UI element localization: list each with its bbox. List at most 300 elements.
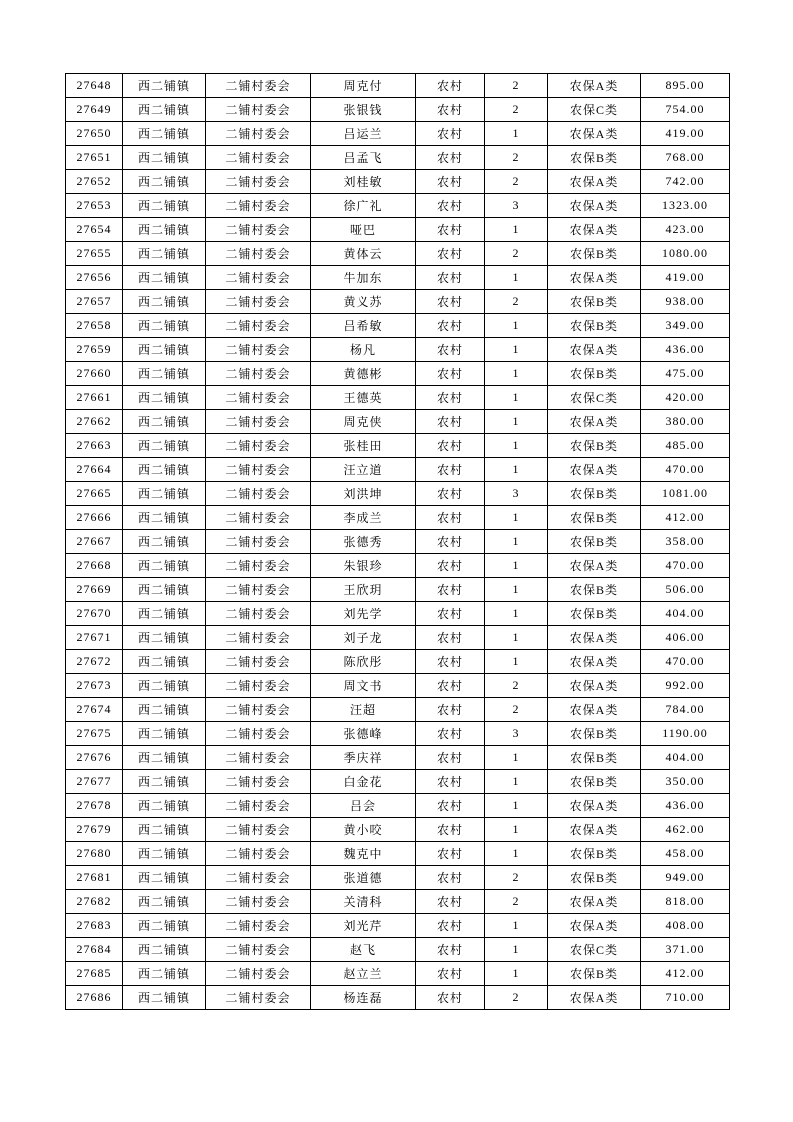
- cell-name: 杨凡: [311, 338, 416, 362]
- cell-town: 西二铺镇: [123, 290, 206, 314]
- cell-category: 农保B类: [548, 506, 641, 530]
- cell-town: 西二铺镇: [123, 794, 206, 818]
- table-row: [66, 914, 730, 938]
- cell-name: 汪立道: [311, 458, 416, 482]
- benefits-table: [65, 73, 730, 1010]
- cell-type: 农村: [416, 914, 485, 938]
- cell-town: 西二铺镇: [123, 338, 206, 362]
- table-row: [66, 194, 730, 218]
- cell-type: 农村: [416, 98, 485, 122]
- cell-type: 农村: [416, 866, 485, 890]
- table-row: [66, 434, 730, 458]
- cell-category: 农保C类: [548, 386, 641, 410]
- cell-amount: 408.00: [641, 914, 730, 938]
- cell-type: 农村: [416, 962, 485, 986]
- cell-amount: 818.00: [641, 890, 730, 914]
- cell-count: 1: [485, 602, 548, 626]
- cell-name: 刘桂敏: [311, 170, 416, 194]
- table-row: [66, 410, 730, 434]
- cell-category: 农保A类: [548, 794, 641, 818]
- cell-type: 农村: [416, 578, 485, 602]
- cell-town: 西二铺镇: [123, 482, 206, 506]
- cell-id: 27660: [66, 362, 123, 386]
- cell-name: 张德峰: [311, 722, 416, 746]
- cell-amount: 754.00: [641, 98, 730, 122]
- cell-category: 农保B类: [548, 242, 641, 266]
- cell-name: 张银钱: [311, 98, 416, 122]
- cell-type: 农村: [416, 338, 485, 362]
- cell-name: 魏克中: [311, 842, 416, 866]
- cell-type: 农村: [416, 170, 485, 194]
- cell-category: 农保A类: [548, 554, 641, 578]
- cell-name: 刘先学: [311, 602, 416, 626]
- cell-amount: 742.00: [641, 170, 730, 194]
- cell-type: 农村: [416, 554, 485, 578]
- cell-amount: 1323.00: [641, 194, 730, 218]
- cell-count: 2: [485, 866, 548, 890]
- table-row: [66, 890, 730, 914]
- document-page: [65, 73, 730, 1010]
- cell-name: 赵立兰: [311, 962, 416, 986]
- cell-type: 农村: [416, 842, 485, 866]
- cell-category: 农保B类: [548, 314, 641, 338]
- cell-count: 2: [485, 242, 548, 266]
- cell-name: 周克侠: [311, 410, 416, 434]
- cell-amount: 784.00: [641, 698, 730, 722]
- cell-village: 二铺村委会: [206, 290, 311, 314]
- cell-amount: 470.00: [641, 650, 730, 674]
- cell-amount: 938.00: [641, 290, 730, 314]
- cell-amount: 350.00: [641, 770, 730, 794]
- cell-name: 黄德彬: [311, 362, 416, 386]
- cell-amount: 475.00: [641, 362, 730, 386]
- cell-category: 农保B类: [548, 746, 641, 770]
- cell-name: 吕孟飞: [311, 146, 416, 170]
- cell-count: 2: [485, 146, 548, 170]
- cell-amount: 406.00: [641, 626, 730, 650]
- cell-village: 二铺村委会: [206, 842, 311, 866]
- cell-amount: 404.00: [641, 746, 730, 770]
- cell-id: 27669: [66, 578, 123, 602]
- cell-village: 二铺村委会: [206, 722, 311, 746]
- cell-type: 农村: [416, 626, 485, 650]
- cell-id: 27659: [66, 338, 123, 362]
- cell-count: 2: [485, 170, 548, 194]
- cell-type: 农村: [416, 74, 485, 98]
- cell-count: 2: [485, 698, 548, 722]
- cell-village: 二铺村委会: [206, 578, 311, 602]
- table-row: [66, 290, 730, 314]
- cell-name: 杨连磊: [311, 986, 416, 1010]
- cell-name: 刘洪坤: [311, 482, 416, 506]
- cell-category: 农保B类: [548, 578, 641, 602]
- cell-name: 张桂田: [311, 434, 416, 458]
- cell-name: 哑巴: [311, 218, 416, 242]
- cell-type: 农村: [416, 266, 485, 290]
- cell-count: 1: [485, 794, 548, 818]
- cell-amount: 419.00: [641, 122, 730, 146]
- cell-type: 农村: [416, 722, 485, 746]
- cell-id: 27682: [66, 890, 123, 914]
- table-row: [66, 362, 730, 386]
- cell-count: 1: [485, 818, 548, 842]
- table-row: [66, 74, 730, 98]
- cell-count: 1: [485, 626, 548, 650]
- cell-town: 西二铺镇: [123, 554, 206, 578]
- table-row: [66, 122, 730, 146]
- cell-type: 农村: [416, 122, 485, 146]
- cell-village: 二铺村委会: [206, 890, 311, 914]
- cell-town: 西二铺镇: [123, 650, 206, 674]
- cell-count: 1: [485, 506, 548, 530]
- cell-count: 1: [485, 578, 548, 602]
- cell-town: 西二铺镇: [123, 578, 206, 602]
- cell-id: 27670: [66, 602, 123, 626]
- cell-town: 西二铺镇: [123, 122, 206, 146]
- cell-type: 农村: [416, 218, 485, 242]
- cell-count: 1: [485, 650, 548, 674]
- cell-name: 汪超: [311, 698, 416, 722]
- cell-amount: 949.00: [641, 866, 730, 890]
- cell-category: 农保A类: [548, 410, 641, 434]
- cell-id: 27666: [66, 506, 123, 530]
- cell-name: 吕希敏: [311, 314, 416, 338]
- cell-name: 王德英: [311, 386, 416, 410]
- table-row: [66, 938, 730, 962]
- table-row: [66, 98, 730, 122]
- cell-name: 赵飞: [311, 938, 416, 962]
- cell-name: 周文书: [311, 674, 416, 698]
- cell-id: 27676: [66, 746, 123, 770]
- cell-id: 27658: [66, 314, 123, 338]
- cell-name: 陈欣彤: [311, 650, 416, 674]
- table-row: [66, 506, 730, 530]
- cell-category: 农保B类: [548, 362, 641, 386]
- cell-town: 西二铺镇: [123, 914, 206, 938]
- cell-category: 农保A类: [548, 194, 641, 218]
- table-row: [66, 218, 730, 242]
- cell-name: 吕运兰: [311, 122, 416, 146]
- table-row: [66, 986, 730, 1010]
- cell-town: 西二铺镇: [123, 770, 206, 794]
- cell-category: 农保A类: [548, 458, 641, 482]
- table-row: [66, 770, 730, 794]
- cell-town: 西二铺镇: [123, 530, 206, 554]
- table-row: [66, 818, 730, 842]
- cell-name: 朱银珍: [311, 554, 416, 578]
- cell-type: 农村: [416, 434, 485, 458]
- cell-id: 27656: [66, 266, 123, 290]
- table-row: [66, 578, 730, 602]
- cell-village: 二铺村委会: [206, 626, 311, 650]
- table-row: [66, 698, 730, 722]
- cell-category: 农保A类: [548, 170, 641, 194]
- cell-village: 二铺村委会: [206, 362, 311, 386]
- cell-category: 农保B类: [548, 482, 641, 506]
- table-row: [66, 602, 730, 626]
- cell-name: 黄义苏: [311, 290, 416, 314]
- cell-village: 二铺村委会: [206, 530, 311, 554]
- cell-town: 西二铺镇: [123, 98, 206, 122]
- table-row: [66, 482, 730, 506]
- cell-id: 27664: [66, 458, 123, 482]
- table-row: [66, 842, 730, 866]
- cell-name: 王欣玥: [311, 578, 416, 602]
- cell-category: 农保A类: [548, 986, 641, 1010]
- cell-id: 27672: [66, 650, 123, 674]
- table-row: [66, 170, 730, 194]
- cell-amount: 358.00: [641, 530, 730, 554]
- cell-name: 刘光芹: [311, 914, 416, 938]
- cell-amount: 462.00: [641, 818, 730, 842]
- cell-count: 1: [485, 338, 548, 362]
- cell-count: 1: [485, 458, 548, 482]
- cell-village: 二铺村委会: [206, 794, 311, 818]
- table-row: [66, 338, 730, 362]
- cell-town: 西二铺镇: [123, 890, 206, 914]
- cell-count: 1: [485, 362, 548, 386]
- cell-amount: 710.00: [641, 986, 730, 1010]
- cell-village: 二铺村委会: [206, 458, 311, 482]
- cell-amount: 436.00: [641, 338, 730, 362]
- cell-category: 农保C类: [548, 938, 641, 962]
- cell-category: 农保B类: [548, 530, 641, 554]
- cell-name: 徐广礼: [311, 194, 416, 218]
- cell-village: 二铺村委会: [206, 866, 311, 890]
- cell-type: 农村: [416, 386, 485, 410]
- cell-amount: 1081.00: [641, 482, 730, 506]
- table-row: [66, 722, 730, 746]
- cell-id: 27684: [66, 938, 123, 962]
- cell-village: 二铺村委会: [206, 650, 311, 674]
- cell-id: 27679: [66, 818, 123, 842]
- cell-amount: 380.00: [641, 410, 730, 434]
- cell-type: 农村: [416, 602, 485, 626]
- cell-town: 西二铺镇: [123, 410, 206, 434]
- cell-id: 27673: [66, 674, 123, 698]
- cell-count: 1: [485, 770, 548, 794]
- table-row: [66, 146, 730, 170]
- table-row: [66, 530, 730, 554]
- cell-id: 27661: [66, 386, 123, 410]
- table-row: [66, 866, 730, 890]
- cell-town: 西二铺镇: [123, 146, 206, 170]
- cell-category: 农保A类: [548, 122, 641, 146]
- cell-village: 二铺村委会: [206, 122, 311, 146]
- cell-id: 27677: [66, 770, 123, 794]
- cell-id: 27681: [66, 866, 123, 890]
- cell-id: 27683: [66, 914, 123, 938]
- cell-town: 西二铺镇: [123, 74, 206, 98]
- cell-amount: 436.00: [641, 794, 730, 818]
- cell-town: 西二铺镇: [123, 386, 206, 410]
- cell-category: 农保A类: [548, 698, 641, 722]
- cell-amount: 412.00: [641, 962, 730, 986]
- cell-type: 农村: [416, 890, 485, 914]
- table-row: [66, 266, 730, 290]
- cell-id: 27680: [66, 842, 123, 866]
- cell-category: 农保B类: [548, 842, 641, 866]
- cell-town: 西二铺镇: [123, 266, 206, 290]
- cell-category: 农保B类: [548, 722, 641, 746]
- cell-name: 黄小咬: [311, 818, 416, 842]
- cell-town: 西二铺镇: [123, 170, 206, 194]
- cell-town: 西二铺镇: [123, 866, 206, 890]
- cell-type: 农村: [416, 290, 485, 314]
- cell-id: 27685: [66, 962, 123, 986]
- benefits-table-body: [66, 74, 730, 1010]
- cell-name: 季庆祥: [311, 746, 416, 770]
- cell-town: 西二铺镇: [123, 842, 206, 866]
- cell-category: 农保B类: [548, 602, 641, 626]
- cell-id: 27649: [66, 98, 123, 122]
- cell-count: 2: [485, 290, 548, 314]
- cell-id: 27648: [66, 74, 123, 98]
- cell-id: 27653: [66, 194, 123, 218]
- cell-town: 西二铺镇: [123, 698, 206, 722]
- cell-amount: 992.00: [641, 674, 730, 698]
- cell-count: 2: [485, 890, 548, 914]
- cell-name: 李成兰: [311, 506, 416, 530]
- cell-amount: 470.00: [641, 458, 730, 482]
- cell-id: 27652: [66, 170, 123, 194]
- cell-category: 农保A类: [548, 626, 641, 650]
- cell-count: 1: [485, 746, 548, 770]
- cell-village: 二铺村委会: [206, 482, 311, 506]
- cell-amount: 895.00: [641, 74, 730, 98]
- cell-village: 二铺村委会: [206, 434, 311, 458]
- cell-id: 27674: [66, 698, 123, 722]
- table-row: [66, 554, 730, 578]
- cell-type: 农村: [416, 794, 485, 818]
- cell-category: 农保A类: [548, 818, 641, 842]
- cell-category: 农保B类: [548, 770, 641, 794]
- cell-count: 1: [485, 386, 548, 410]
- cell-name: 张德秀: [311, 530, 416, 554]
- cell-type: 农村: [416, 698, 485, 722]
- cell-village: 二铺村委会: [206, 386, 311, 410]
- cell-village: 二铺村委会: [206, 674, 311, 698]
- cell-category: 农保A类: [548, 650, 641, 674]
- cell-village: 二铺村委会: [206, 146, 311, 170]
- cell-town: 西二铺镇: [123, 818, 206, 842]
- cell-type: 农村: [416, 194, 485, 218]
- cell-name: 关清科: [311, 890, 416, 914]
- cell-id: 27667: [66, 530, 123, 554]
- cell-village: 二铺村委会: [206, 74, 311, 98]
- cell-village: 二铺村委会: [206, 266, 311, 290]
- table-row: [66, 386, 730, 410]
- cell-amount: 423.00: [641, 218, 730, 242]
- cell-amount: 349.00: [641, 314, 730, 338]
- cell-type: 农村: [416, 650, 485, 674]
- cell-id: 27655: [66, 242, 123, 266]
- table-row: [66, 458, 730, 482]
- cell-town: 西二铺镇: [123, 218, 206, 242]
- cell-town: 西二铺镇: [123, 194, 206, 218]
- cell-type: 农村: [416, 674, 485, 698]
- cell-count: 1: [485, 218, 548, 242]
- cell-amount: 412.00: [641, 506, 730, 530]
- cell-count: 1: [485, 554, 548, 578]
- cell-name: 吕会: [311, 794, 416, 818]
- cell-village: 二铺村委会: [206, 98, 311, 122]
- cell-town: 西二铺镇: [123, 362, 206, 386]
- cell-amount: 420.00: [641, 386, 730, 410]
- cell-type: 农村: [416, 410, 485, 434]
- cell-count: 3: [485, 722, 548, 746]
- cell-count: 3: [485, 194, 548, 218]
- cell-name: 周克付: [311, 74, 416, 98]
- cell-village: 二铺村委会: [206, 314, 311, 338]
- cell-category: 农保C类: [548, 98, 641, 122]
- cell-amount: 1190.00: [641, 722, 730, 746]
- cell-count: 1: [485, 266, 548, 290]
- cell-count: 2: [485, 674, 548, 698]
- cell-category: 农保A类: [548, 218, 641, 242]
- table-row: [66, 962, 730, 986]
- table-row: [66, 242, 730, 266]
- cell-village: 二铺村委会: [206, 410, 311, 434]
- cell-id: 27662: [66, 410, 123, 434]
- cell-village: 二铺村委会: [206, 554, 311, 578]
- cell-town: 西二铺镇: [123, 962, 206, 986]
- cell-village: 二铺村委会: [206, 698, 311, 722]
- cell-category: 农保B类: [548, 962, 641, 986]
- cell-count: 1: [485, 962, 548, 986]
- cell-village: 二铺村委会: [206, 818, 311, 842]
- cell-category: 农保A类: [548, 266, 641, 290]
- cell-amount: 485.00: [641, 434, 730, 458]
- cell-amount: 419.00: [641, 266, 730, 290]
- cell-category: 农保A类: [548, 674, 641, 698]
- cell-count: 3: [485, 482, 548, 506]
- cell-amount: 1080.00: [641, 242, 730, 266]
- cell-amount: 458.00: [641, 842, 730, 866]
- cell-category: 农保A类: [548, 914, 641, 938]
- cell-count: 1: [485, 314, 548, 338]
- table-row: [66, 314, 730, 338]
- cell-count: 2: [485, 98, 548, 122]
- cell-category: 农保A类: [548, 74, 641, 98]
- cell-town: 西二铺镇: [123, 458, 206, 482]
- cell-id: 27678: [66, 794, 123, 818]
- cell-village: 二铺村委会: [206, 506, 311, 530]
- cell-category: 农保A类: [548, 890, 641, 914]
- table-row: [66, 746, 730, 770]
- cell-type: 农村: [416, 986, 485, 1010]
- cell-type: 农村: [416, 146, 485, 170]
- cell-count: 1: [485, 938, 548, 962]
- cell-town: 西二铺镇: [123, 434, 206, 458]
- cell-count: 1: [485, 122, 548, 146]
- cell-id: 27665: [66, 482, 123, 506]
- cell-town: 西二铺镇: [123, 746, 206, 770]
- cell-id: 27651: [66, 146, 123, 170]
- cell-amount: 506.00: [641, 578, 730, 602]
- cell-category: 农保B类: [548, 146, 641, 170]
- cell-count: 1: [485, 434, 548, 458]
- cell-category: 农保B类: [548, 290, 641, 314]
- cell-type: 农村: [416, 746, 485, 770]
- cell-type: 农村: [416, 362, 485, 386]
- cell-town: 西二铺镇: [123, 986, 206, 1010]
- cell-id: 27654: [66, 218, 123, 242]
- cell-town: 西二铺镇: [123, 938, 206, 962]
- cell-name: 刘子龙: [311, 626, 416, 650]
- table-row: [66, 626, 730, 650]
- cell-type: 农村: [416, 530, 485, 554]
